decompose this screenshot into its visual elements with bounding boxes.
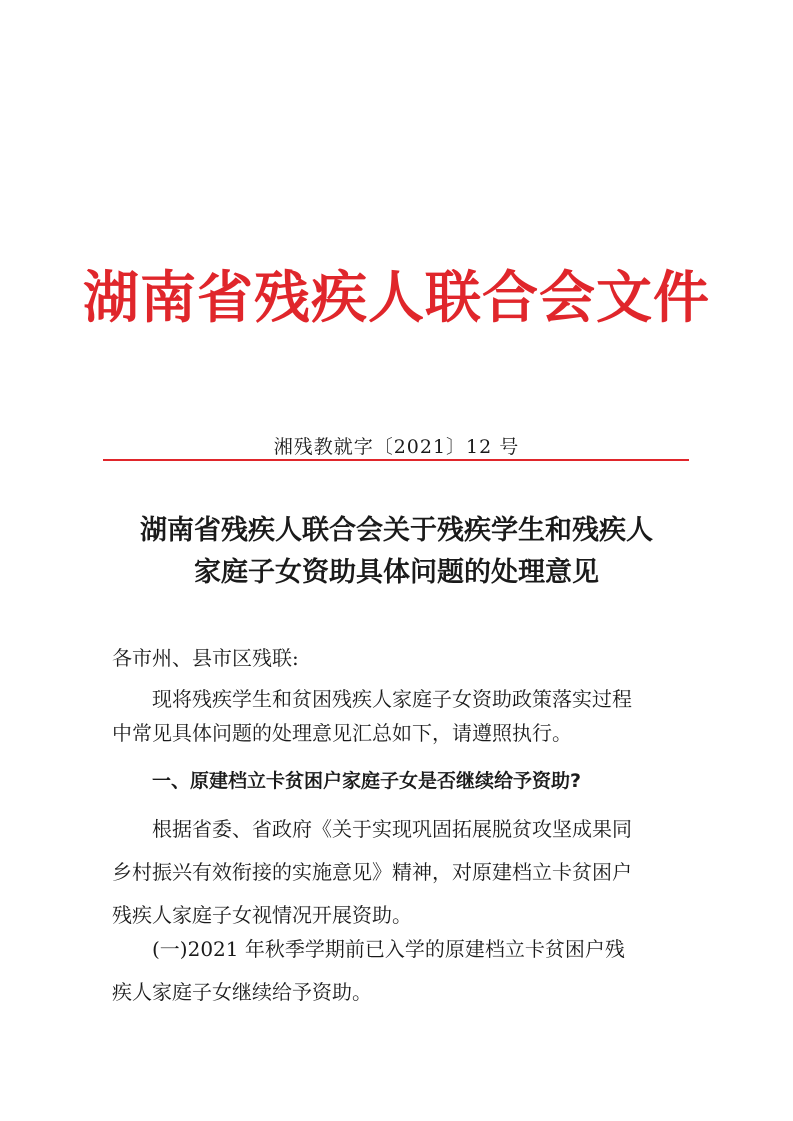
paragraph-1-line-3: 残疾人家庭子女视情况开展资助。 xyxy=(112,903,412,927)
salutation: 各市州、县市区残联: xyxy=(112,646,299,670)
intro-line-2: 中常见具体问题的处理意见汇总如下，请遵照执行。 xyxy=(112,721,572,745)
intro-line-1: 现将残疾学生和贫困残疾人家庭子女资助政策落实过程 xyxy=(152,687,632,711)
masthead-title: 湖南省残疾人联合会文件 xyxy=(83,265,710,331)
paragraph-1-line-2: 乡村振兴有效衔接的实施意见》精神，对原建档立卡贫困户 xyxy=(112,860,632,884)
document-title-line-1: 湖南省残疾人联合会关于残疾学生和残疾人 xyxy=(140,515,653,546)
section-heading-1 xyxy=(112,764,672,798)
item-1-line-1: (一)2021 年秋季学期前已入学的原建档立卡贫困户残 xyxy=(152,937,625,961)
document-title-line-2: 家庭子女资助具体问题的处理意见 xyxy=(194,557,599,588)
intro-paragraph xyxy=(112,682,672,750)
document-title xyxy=(0,510,793,594)
item-1-line-2: 疾人家庭子女继续给予资助。 xyxy=(112,980,372,1004)
paragraph-1-line-1: 根据省委、省政府《关于实现巩固拓展脱贫攻坚成果同 xyxy=(152,817,632,841)
document-number: 湘残教就字〔2021〕12 号 xyxy=(273,436,520,458)
paragraph-1 xyxy=(112,812,672,932)
item-1 xyxy=(112,932,672,1009)
red-divider-line xyxy=(103,459,689,461)
section-heading-1-text: 一、原建档立卡贫困户家庭子女是否继续给予资助? xyxy=(152,770,582,792)
